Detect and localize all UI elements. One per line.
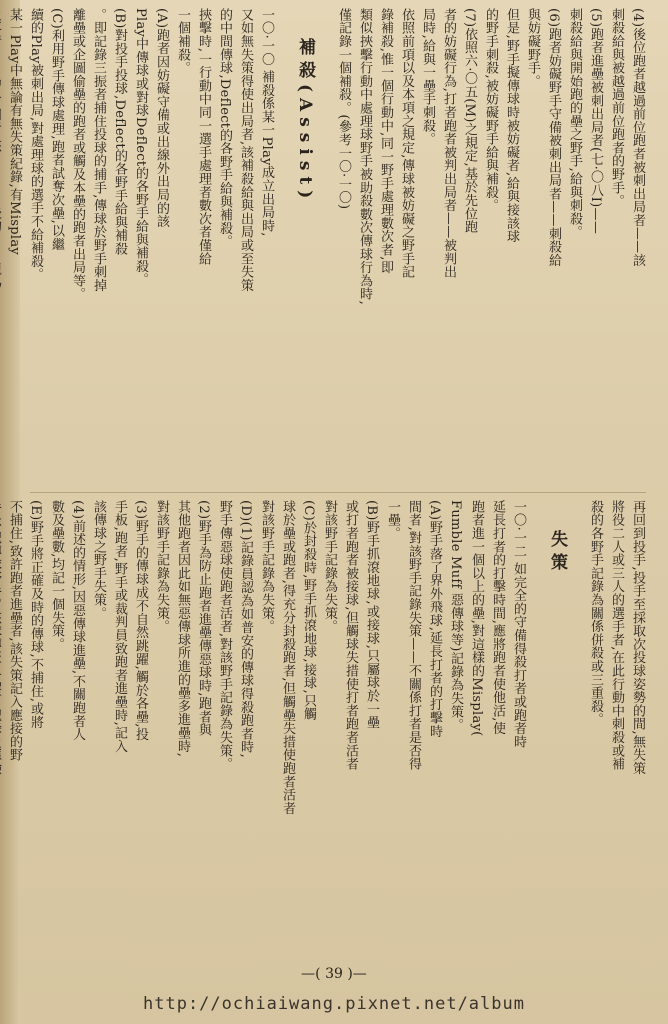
text-column: 殺的各野手記錄為關係併殺或三重殺。 — [588, 500, 603, 727]
lower-text-block — [7, 500, 646, 962]
text-column: (B)對投手投球,Deflect的各野手給與補殺 — [112, 8, 127, 256]
text-column: 一〇·一二 如完全的守備得殺打者或跑者時 — [511, 500, 526, 749]
text-column: 手板,跑者,野手或裁判員致跑者進壘時,記入 — [112, 500, 127, 753]
upper-text-block — [7, 8, 646, 490]
text-column: 一壘。 — [385, 500, 400, 540]
text-column: 離壘或企圖偷壘的跑者或觸及本壘的跑者出局等。 — [70, 8, 85, 301]
text-column: 或打者跑者被接球,但觸球失措使打者跑者活者 — [343, 500, 358, 771]
text-column: (4)前述的情形,因惡傳球進壘,不關跑者人 — [70, 500, 85, 741]
text-column: Play中傳球或對球Deflect的各野手給與補殺。 — [133, 8, 148, 287]
text-column: 的野手刺殺,被妨礙野手給與補殺。 — [483, 8, 498, 212]
upper-columns — [0, 8, 646, 490]
text-column: Fumble Muff 惡傳球等)記錄為失策。 — [448, 500, 463, 732]
text-column: (B)野手抓滾地球,或接球,只屬球於一壘 — [364, 500, 379, 729]
text-column: (7)依照六·〇五(M)之規定,基於先位跑 — [462, 8, 477, 234]
text-column: 不捕住,致許跑者進壘者,該失策記入應接的野 — [7, 500, 22, 762]
text-column: 將役二人或三人的選手者,在此行動中刺殺或補 — [609, 500, 624, 771]
text-column: 與妨礙野手。 — [525, 8, 540, 88]
text-column: 再回到投手,投手至採取次投球姿勢的間,無失策 — [630, 500, 645, 775]
text-column: (C)於封殺時,野手抓滾地球,接球,只觸 — [301, 500, 316, 721]
text-column: 一〇·一〇 補殺係某一Play成立出局時, — [259, 8, 274, 237]
text-column: (6)跑者妨礙野手守備被刺出局者——刺殺給 — [546, 8, 561, 267]
text-column: (5)跑者進壘被刺出局者(七·〇八I)—— — [588, 8, 603, 235]
text-column: 一個補殺。 — [175, 8, 190, 75]
text-column: (C)利用野手傳球處理,跑者試奪次壘,以繼 — [49, 8, 64, 251]
text-column: 數及壘數,均記一個失策。 — [49, 500, 64, 651]
text-column: (A)野手落了界外飛球,延長打者的打擊時 — [427, 500, 442, 738]
column-gap — [279, 8, 289, 490]
text-column: 續的Play被刺出局,對處理球的選手不給補殺。 — [28, 8, 43, 282]
text-column: (D)(1)記錄員認為如普安的傳球得殺跑者時, — [238, 500, 253, 759]
text-column: 類似挾擊行動中處理球野手被助殺數次傳球行為時, — [357, 8, 372, 306]
text-column — [0, 500, 2, 962]
column-gap — [573, 500, 583, 962]
text-column: 對該野手記錄為失策。 — [322, 500, 337, 633]
text-column: 某一Play中無論有無失策紀錄,有Misplay — [7, 8, 22, 256]
text-column: 間者,對該野手記錄失策——不關係打者是否得 — [406, 500, 421, 771]
section-heading: 補殺(Assist) — [295, 38, 315, 205]
text-column: 的中間傳球,Deflect的各野手給與補殺。 — [217, 8, 232, 249]
column-gap — [531, 500, 541, 962]
text-column: 球於壘或跑者,得充分封殺跑者,但觸壘失措使跑者活者 — [280, 500, 295, 815]
text-column: (E)野手將正確及時的傳球,不捕住,或將 — [28, 500, 43, 729]
text-column: 者的妨礙行為,打者跑者被判出局者——被判出 — [441, 8, 456, 279]
text-column: (3)野手的傳球成不自然跳躍,觸於各壘,投 — [133, 500, 148, 741]
text-column: 延長打者的打擊時間,應將跑者使他活,使 — [490, 500, 505, 735]
column-gap — [321, 8, 331, 490]
text-column: 野手傳惡球使跑者活者,對該野手記錄為失策。 — [217, 500, 232, 771]
text-column: 又如無失策得使出局者,該補殺給與出局或至失策 — [238, 8, 253, 292]
text-column: 依照前項以及本項之規定,傳球被妨礙之野手記 — [399, 8, 414, 279]
text-column — [0, 8, 2, 490]
text-column: 錄補殺,惟一個行動中,同一野手處理數次者,即 — [378, 8, 393, 274]
text-column: 僅記錄一個補殺。(參考一〇·一〇) — [336, 8, 351, 210]
text-column: 刺殺給與開始跑的壘之野手,給與刺殺。 — [567, 8, 582, 239]
page-number: —( 39 )— — [301, 966, 367, 982]
text-column: 對該野手記錄為失策。 — [154, 500, 169, 633]
text-column: 跑者進一個以上的壘,對這樣的Misplay( — [469, 500, 484, 737]
watermark-url: http://ochiaiwang.pixnet.net/album — [143, 994, 525, 1014]
text-column: (2)野手為防止跑者進壘傳惡球時,跑者與 — [196, 500, 211, 737]
text-column: 但是,野手擬傳球時被妨礙者,給與接該球 — [504, 8, 519, 243]
text-column: 局時,給與一壘手刺殺。 — [420, 8, 435, 146]
text-column: 該傳球之野手失策。 — [91, 500, 106, 620]
text-column: 挾擊時,一行動中同一選手處理者數次者僅給 — [196, 8, 211, 266]
text-column: (A)跑者因妨礙守備或出線外出局的該 — [154, 8, 169, 228]
text-column: 。即記錄三振者捕住投球的捕手,傳球於野手刺掉 — [91, 8, 106, 292]
text-column: 其他跑者因此如無惡傳球所進的壘多進壘時, — [175, 500, 190, 758]
text-column: 對該野手記錄為失策。 — [259, 500, 274, 633]
section-heading: 失策 — [547, 530, 567, 576]
text-column: 刺殺給與被越過前位跑者的野手。 — [609, 8, 624, 208]
text-column: (4)後位跑者越過前位跑者被刺出局者——該 — [630, 8, 645, 267]
block-divider — [30, 492, 646, 493]
lower-columns — [0, 500, 646, 962]
